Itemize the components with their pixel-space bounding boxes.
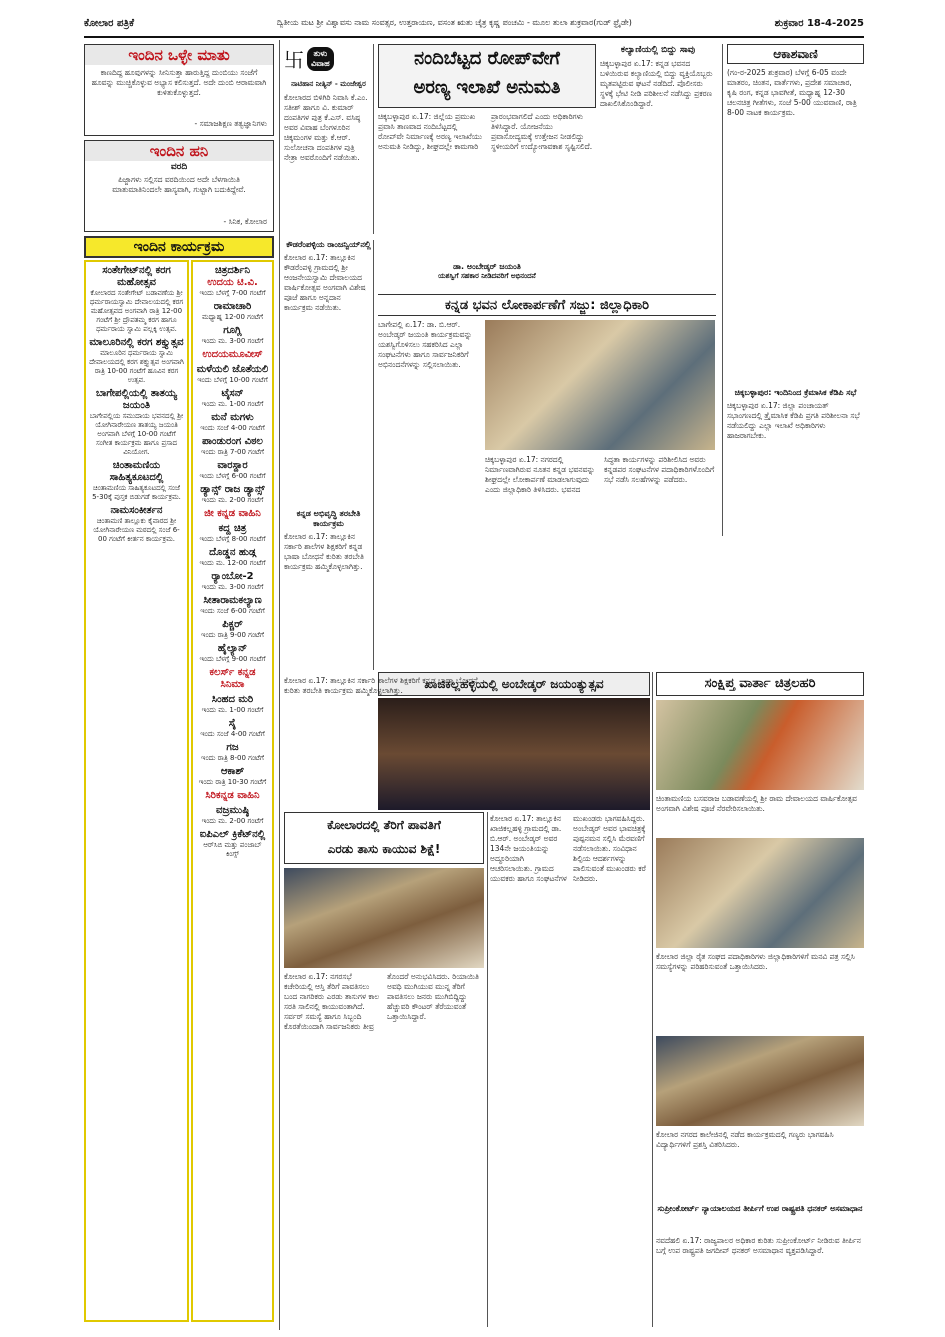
- lead-headline-2: ಅರಣ್ಯ ಇಲಾಖೆ ಅನುಮತಿ: [413, 77, 561, 98]
- divider-2: [652, 672, 653, 1327]
- radio-sub-text: ಚಿಕ್ಕಬಳ್ಳಾಪುರ ಏ.17: ಜಿಲ್ಲಾ ಪಂಚಾಯತ್ ಸಭಾಂಗಣದಲ್ಲಿ ತ್ರೈಮಾಸಿಕ ಕೆಡಿಪಿ ಪ್ರಗತಿ ಪರಿಶೀಲನಾ ಸಭೆ ನಡೆಯಲಿದ್ದು ಎಲ್ಲಾ ಇಲಾಖೆ ಅಧಿಕಾರಿಗಳು ಹಾಜರಾಗಬೇಕು.: [727, 401, 860, 440]
- program-item: [89, 265, 184, 334]
- small-story-headline: ಕಲ್ಯಾಣಿಯಲ್ಲಿ ಬಿದ್ದು ಸಾವು: [620, 45, 696, 55]
- programs-right-column: [191, 260, 274, 1322]
- mid-lower-text: ಕೋಲಾರ ಏ.17: ತಾಲ್ಲೂಕಿನ ಸರ್ಕಾರಿ ಶಾಲೆಗಳ ಶಿಕ್ಷಕರಿಗೆ ಕನ್ನಡ ಭಾಷಾ ಬೋಧನೆ ಕುರಿತು ತರಬೇತಿ ಕಾರ್ಯಕ್ರಮ ಹಮ್ಮಿಕೊಳ್ಳಲಾಗಿತ್ತು.: [284, 676, 478, 695]
- program-item: [196, 460, 269, 481]
- program-detail: ಮಧ್ಯಾಹ್ನ 12-00 ಗಂಟೆಗೆ: [201, 313, 264, 321]
- program-item: [196, 364, 269, 385]
- program-title: ಉದಯಮೂವೀಸ್: [202, 349, 263, 360]
- court-text: ನವದೆಹಲಿ ಏ.17: ರಾಜ್ಯಪಾಲರ ಅಧಿಕಾರ ಕುರಿತು ಸುಪ್ರೀಂಕೋರ್ಟ್ ನೀಡಿರುವ ತೀರ್ಪಿನ ಬಗ್ಗೆ ಉಪ ರಾಷ್ಟ್ರಪತಿ ಜಗದೀಪ್ ಧನಕರ್ ಅಸಮಾಧಾನ ವ್ಯಕ್ತಪಡಿಸಿದ್ದಾರೆ.: [656, 1236, 861, 1255]
- water-photo: [284, 868, 484, 968]
- program-title: ಚಿಂತಾಮಣಿಯ ಸಾಹಿತ್ಯಕೂಟದಲ್ಲಿ: [109, 460, 164, 483]
- program-item: [196, 388, 269, 409]
- program-detail: ಇಂದು ಮ. 3-00 ಗಂಟೆಗೆ: [201, 337, 264, 345]
- brief-caption-1: ಚಿಂತಾಮಣಿಯ ಬಸವರಾಜ ಬಡಾವಣೆಯಲ್ಲಿ ಶ್ರೀ ರಾಮ ದೇವಾಲಯದ ವಾರ್ಷಿಕೋತ್ಸವ ಅಂಗವಾಗಿ ವಿಶೇಷ ಪೂಜೆ ನೆರವೇರಿಸಲಾಯಿತು.: [656, 794, 857, 813]
- joke-text: ಪಿಜ್ಜಾಗಳು ಸಲ್ಲಿಸದ ವರದಿಯಿಂದ ಅದೇ ಬೆಳಗಾಯಿತಿ ಮಾತುಮಾತಿನಿಂದಲೇ ಹಾಸ್ಯವಾಗಿ, ಗುಟ್ಟಾಗಿ ಬದುಕಿದ್ದೇವೆ.: [112, 175, 246, 194]
- program-title: ಜೀ ಕನ್ನಡ ವಾಹಿನಿ: [204, 508, 261, 519]
- program-item: [196, 718, 269, 739]
- brief-photo-1: [656, 700, 864, 790]
- programs-left-list: [89, 265, 184, 544]
- programs-right-list: [196, 265, 269, 859]
- program-title: ಗೂಗ್ಲಿ: [223, 325, 242, 336]
- water-headline-box: [284, 812, 484, 864]
- program-title: ಟೈಸನ್: [221, 388, 244, 399]
- program-detail: ಇಂದು ಸಂಜೆ 4-00 ಗಂಟೆಗೆ: [200, 424, 265, 432]
- program-title: ನಾಮಸಂಕೀರ್ತನ: [110, 505, 163, 516]
- joke-title: ಇಂದಿನ ಹನಿ: [85, 141, 273, 161]
- quote-attribution: - ಸಮಾಜಶಿಕ್ಷಣ ತತ್ವಜ್ಞಾನಿಗಳು: [194, 119, 267, 128]
- wedding-label: [307, 47, 334, 71]
- program-item: [196, 349, 269, 361]
- program-detail: ಇಂದು ಬೆಳಗ್ಗೆ 7-00 ಗಂಟೆಗೆ: [199, 289, 266, 297]
- program-detail: ಇಂದು ಮ. 3-00 ಗಂಟೆಗೆ: [201, 583, 264, 591]
- water-headline-1: ಕೋಲಾರದಲ್ಲಿ ತೆರಿಗೆ ಪಾವತಿಗೆ: [327, 818, 441, 832]
- program-detail: ಚಿಂತಾಮಣಿ ತಾಲ್ಲೂಕು ಕೈವಾರದ ಶ್ರೀ ಯೋಗಿನಾರೇಯಣ ಮಠದಲ್ಲಿ ಸಂಜೆ 6-00 ಗಂಟೆಗೆ ಕೀರ್ತನ ಕಾರ್ಯಕ್ರಮ.: [93, 517, 180, 543]
- program-item: [196, 643, 269, 664]
- program-item: [89, 505, 184, 544]
- mid-column: [284, 240, 374, 670]
- program-item: [196, 547, 269, 568]
- program-detail: ಇಂದು ಸಂಜೆ 6-00 ಗಂಟೆಗೆ: [200, 607, 265, 615]
- program-item: [196, 742, 269, 763]
- program-item: [196, 595, 269, 616]
- programs-left-column: [84, 260, 189, 1322]
- masthead-rule: [84, 36, 864, 38]
- right-col-story: [378, 262, 596, 290]
- program-item: [196, 790, 269, 802]
- wedding-byline: ನಾಟಿಹಾನ ನೀತ್ಯಿನ್ - ಮಂಜೇಶ್ವರ: [291, 80, 366, 88]
- small-story: [600, 44, 716, 262]
- program-title: ಐಪಿಎಲ್ ಕ್ರಿಕೆಟ್‌ನಲ್ಲಿ: [199, 829, 266, 840]
- swastika-icon: 卐: [284, 48, 304, 72]
- program-detail: ಇಂದು ರಾತ್ರಿ 9-00 ಗಂಟೆಗೆ: [201, 631, 264, 639]
- program-detail: ಇಂದು ಮ. 2-00 ಗಂಟೆಗೆ: [201, 817, 264, 825]
- joke-subtitle: ವರದಿ: [170, 162, 188, 172]
- program-detail: ಮಾಲೂರಿನ ಧರ್ಮರಾಯ ಸ್ವಾಮಿ ದೇವಾಲಯದಲ್ಲಿ ಕರಗ ಶಕ್ತ್ಯುತ್ಸವ ಅಂಗವಾಗಿ ರಾತ್ರಿ 10-00 ಗಂಟೆಗೆ ಹೂವಿನ ಕರಗ ಉತ್ಸವ.: [89, 349, 184, 384]
- program-title: ಮಾಲೂರಿನಲ್ಲಿ ಕರಗ ಶಕ್ತ್ಯುತ್ಸವ: [89, 337, 184, 348]
- program-title: ಸೈ: [228, 718, 237, 729]
- brief-photo-3: [656, 1036, 864, 1126]
- program-item: [196, 571, 269, 592]
- program-detail: ಇಂದು ಬೆಳಗ್ಗೆ 10-00 ಗಂಟೆಗೆ: [197, 376, 268, 384]
- lead-story-text: ಚಿಕ್ಕಬಳ್ಳಾಪುರ ಏ.17: ಜಿಲ್ಲೆಯ ಪ್ರಮುಖ ಪ್ರವಾಸಿ ತಾಣವಾದ ನಂದಿಬೆಟ್ಟದಲ್ಲಿ ರೋಪ್‌ವೇ ನಿರ್ಮಾಣಕ್ಕೆ ಅರಣ್ಯ ಇಲಾಖೆಯು ಅನುಮತಿ ನೀಡಿದ್ದು, ಶೀಘ್ರದಲ್ಲೇ ಕಾಮಗಾರಿ ಪ್ರಾರಂಭವಾಗಲಿದೆ ಎಂದು ಅಧಿಕಾರಿಗಳು ತಿಳಿಸಿದ್ದಾರೆ. ಯೋಜನೆಯು ಪ್ರವಾಸೋದ್ಯಮಕ್ಕೆ ಉತ್ತೇಜನ ನೀಡಲಿದ್ದು ಸ್ಥಳೀಯರಿಗೆ ಉದ್ಯೋಗಾವಕಾಶ ಸೃಷ್ಟಿಸಲಿದೆ.: [378, 112, 593, 151]
- brief-photo-2: [656, 838, 864, 948]
- program-detail: ಇಂದು ಮ. 2-00 ಗಂಟೆಗೆ: [201, 496, 264, 504]
- program-title: ಗಜ: [226, 742, 239, 753]
- program-title: ಸಿರಿಕನ್ನಡ ವಾಹಿನಿ: [205, 790, 260, 801]
- program-title: ಆಕಾಶ್: [220, 766, 245, 777]
- program-title: ರ್‍ಯಾಂಬೋ-2: [211, 571, 254, 582]
- quote-box: [84, 44, 274, 136]
- programs-header: [84, 236, 274, 258]
- program-title: ಮನೆ ಮಗಳು: [211, 412, 254, 423]
- program-item: [196, 694, 269, 715]
- program-detail: ಇಂದು ರಾತ್ರಿ 8-00 ಗಂಟೆಗೆ: [201, 754, 264, 762]
- program-item: [196, 619, 269, 640]
- right-col-head: ಡಾ. ಅಂಬೇಡ್ಕರ್ ಜಯಂತಿ: [453, 262, 521, 271]
- program-title: ಕದ್ದ ಚಿತ್ರ: [218, 523, 247, 534]
- program-item: [89, 337, 184, 385]
- water-text: ಕೋಲಾರ ಏ.17: ನಗರಸಭೆ ಕಚೇರಿಯಲ್ಲಿ ಆಸ್ತಿ ತೆರಿಗೆ ಪಾವತಿಸಲು ಬಂದ ನಾಗರಿಕರು ಎರಡು ತಾಸುಗಳ ಕಾಲ ಸರತಿ ಸಾಲಿನಲ್ಲಿ ಕಾಯುವಂತಾಗಿದೆ. ಸರ್ವರ್ ಸಮಸ್ಯೆ ಹಾಗೂ ಸಿಬ್ಬಂದಿ ಕೊರತೆಯಿಂದಾಗಿ ಸಾರ್ವಜನಿಕರು ತೀವ್ರ ತೊಂದರೆ ಅನುಭವಿಸಿದರು. ರಿಯಾಯಿತಿ ಅವಧಿ ಮುಗಿಯುವ ಮುನ್ನ ತೆರಿಗೆ ಪಾವತಿಸಲು ಜನರು ಮುಗಿಬಿದ್ದಿದ್ದು ಹೆಚ್ಚುವರಿ ಕೌಂಟರ್ ತೆರೆಯುವಂತೆ ಒತ್ತಾಯಿಸಿದ್ದಾರೆ.: [284, 972, 479, 1031]
- program-detail: ಆರ್‌ಸಿಬಿ ಮತ್ತು ಪಂಜಾಬ್ ಕಿಂಗ್ಸ್: [203, 841, 262, 858]
- masthead: [84, 10, 864, 36]
- mid-text-2: ಕೋಲಾರ ಏ.17: ತಾಲ್ಲೂಕಿನ ಸರ್ಕಾರಿ ಶಾಲೆಗಳ ಶಿಕ್ಷಕರಿಗೆ ಕನ್ನಡ ಭಾಷಾ ಬೋಧನೆ ಕುರಿತು ತರಬೇತಿ ಕಾರ್ಯಕ್ರಮ ಹಮ್ಮಿಕೊಳ್ಳಲಾಗಿತ್ತು.: [284, 532, 364, 571]
- divider-1: [279, 40, 280, 1330]
- program-title: ಸೀತಾರಾಮಕಲ್ಯಾಣ: [203, 595, 262, 606]
- wedding-label-bottom: ವಿವಾಹ: [311, 58, 330, 68]
- program-title: ವಾರಸ್ದಾರ: [217, 460, 248, 471]
- program-item: [89, 460, 184, 502]
- kannada-bhavan-text: ಚಿಕ್ಕಬಳ್ಳಾಪುರ ಏ.17: ನಗರದಲ್ಲಿ ನಿರ್ಮಾಣವಾಗಿರುವ ನೂತನ ಕನ್ನಡ ಭವನವನ್ನು ಶೀಘ್ರದಲ್ಲೇ ಲೋಕಾರ್ಪಣೆ ಮಾಡಲಾಗುವುದು ಎಂದು ಜಿಲ್ಲಾಧಿಕಾರಿ ತಿಳಿಸಿದರು. ಭವನದ ಸಿದ್ಧತಾ ಕಾರ್ಯಗಳನ್ನು ಪರಿಶೀಲಿಸಿದ ಅವರು ಕನ್ನಡಪರ ಸಂಘಟನೆಗಳ ಪದಾಧಿಕಾರಿಗಳೊಂದಿಗೆ ಸಭೆ ನಡೆಸಿ ಸಲಹೆಗಳನ್ನು ಪಡೆದರು.: [485, 455, 715, 494]
- program-title: ಬಾಗೇಪಲ್ಲಿಯಲ್ಲಿ ತಾತಯ್ಯ ಜಯಂತಿ: [96, 388, 177, 411]
- program-item: [196, 412, 269, 433]
- program-detail: ಇಂದು ರಾತ್ರಿ 10-30 ಗಂಟೆಗೆ: [198, 778, 267, 786]
- mid-text-1: ಕೋಲಾರ ಏ.17: ತಾಲ್ಲೂಕಿನ ಕೌಡರೆಂಪಳ್ಳಿ ಗ್ರಾಮದಲ್ಲಿ ಶ್ರೀ ಆಂಜನೇಯಸ್ವಾಮಿ ದೇವಾಲಯದ ವಾರ್ಷಿಕೋತ್ಸವ ಅಂಗವಾಗಿ ವಿಶೇಷ ಪೂಜೆ ಹಾಗೂ ಅನ್ನದಾನ ಕಾರ್ಯಕ್ರಮ ನಡೆಯಿತು.: [284, 253, 366, 312]
- program-item: [196, 508, 269, 520]
- program-detail: ಇಂದು ಬೆಳಗ್ಗೆ 6-00 ಗಂಟೆಗೆ: [199, 472, 266, 480]
- wedding-emblem: [284, 44, 373, 73]
- mid-head-1: ಕೌಡರೆಂಪಳ್ಳಿಯ ರಾಂಜನ್ವಿಯ್‌ನಲ್ಲಿ: [286, 240, 371, 249]
- program-item: [196, 805, 269, 826]
- joke-box: [84, 140, 274, 232]
- program-title: ಪಿಕ್ಚರ್: [222, 619, 243, 630]
- small-story-text: ಚಿಕ್ಕಬಳ್ಳಾಪುರ ಏ.17: ಕನ್ನಡ ಭವನದ ಬಳಿಯಿರುವ ಕಲ್ಯಾಣಿಯಲ್ಲಿ ಬಿದ್ದು ವ್ಯಕ್ತಿಯೊಬ್ಬರು ಮೃತಪಟ್ಟಿರುವ ಘಟನೆ ನಡೆದಿದೆ. ಪೊಲೀಸರು ಸ್ಥಳಕ್ಕೆ ಭೇಟಿ ನೀಡಿ ಪರಿಶೀಲನೆ ನಡೆಸಿದ್ದು ಪ್ರಕರಣ ದಾಖಲಿಸಿಕೊಂಡಿದ್ದಾರೆ.: [600, 59, 713, 108]
- court-headline: ಸುಪ್ರೀಂಕೋರ್ಟ್ ನ್ಯಾಯಾಲಯದ ತೀರ್ಪಿಗೆ ಉಪ ರಾಷ್ಟ್ರಪತಿ ಧನಕರ್ ಅಸಮಾಧಾನ: [657, 1204, 863, 1213]
- program-channel: ಉದಯ ಟಿ.ವಿ.: [207, 277, 258, 288]
- program-detail: ಇಂದು ಮ. 1-00 ಗಂಟೆಗೆ: [201, 400, 264, 408]
- ambedkar-headline: ಖಾಜಿಕಲ್ಲಹಳ್ಳಿಯಲ್ಲಿ ಅಂಬೇಡ್ಕರ್ ಜಯಂತ್ಯುತ್ಸವ: [378, 672, 650, 696]
- radio-sub-headline: ಚಿಕ್ಕಬಳ್ಳಾಪುರ: ಇಂದಿನಿಂದ ಕ್ರೆಮಾಸಿಕ ಕೆಡಿಪಿ ಸಭೆ: [734, 388, 857, 397]
- program-detail: ಇಂದು ಬೆಳಗ್ಗೆ 9-00 ಗಂಟೆಗೆ: [199, 655, 266, 663]
- mid-head-2: ಕನ್ನಡ ಅಭಿವೃದ್ಧಿ ತರಬೇತಿ ಕಾರ್ಯಕ್ರಮ: [296, 509, 361, 528]
- program-item: [196, 301, 269, 322]
- masthead-left: ಕೋಲಾರ ಪತ್ರಿಕೆ: [84, 17, 134, 29]
- lead-headline-box: [378, 44, 596, 108]
- divider-3: [487, 812, 488, 1327]
- program-item: [196, 829, 269, 859]
- radio-title: ಆಕಾಶವಾಣಿ: [727, 44, 864, 64]
- wedding-label-top: ತುಳು: [313, 48, 328, 58]
- program-title: ಸಿಂಹದ ಮರಿ: [211, 694, 254, 705]
- program-title: ಡ್ಯಾನ್ಸ್ ರಾಜ ಡ್ಯಾನ್ಸ್: [200, 484, 265, 495]
- wedding-text: ಕೋಲಾರದ ಬಿಳಿಗಿರಿ ನಿವಾಸಿ ಕೆ.ಎಂ. ಸತೀಶ್ ಹಾಗೂ ವಿ. ಕುಮಾರ್ ದಂಪತಿಗಳ ಪುತ್ರ ಕೆ.ಎಸ್. ವಸಿಷ್ಠ ಅವರ ವಿವಾಹ ಬೆಂಗಳೂರಿನ ಚಿಕ್ಕಮಂಗಳ ಮತ್ತು ಕೆ.ಆರ್. ಸುಲೋಚನಾ ದಂಪತಿಗಳ ಪುತ್ರಿ ನೇತ್ರಾ ಅವರೊಂದಿಗೆ ನಡೆಯಿತು.: [284, 93, 368, 162]
- program-item: [196, 523, 269, 544]
- program-detail: ಇಂದು ಮ. 12-00 ಗಂಟೆಗೆ: [199, 559, 266, 567]
- program-item: [89, 388, 184, 457]
- program-detail: ಬಾಗೇಪಲ್ಲಿಯ ಸಮುದಾಯ ಭವನದಲ್ಲಿ ಶ್ರೀ ಯೋಗಿನಾರೇಯಣ ತಾತಯ್ಯ ಜಯಂತಿ ಅಂಗವಾಗಿ ಬೆಳಗ್ಗೆ 10-00 ಗಂಟೆಗೆ ಸಂಗೀತ ಕಾರ್ಯಕ್ರಮ ಹಾಗೂ ಪ್ರಸಾದ ವಿನಿಯೋಗ.: [89, 412, 184, 456]
- brief-caption-2: ಕೋಲಾರ ಜಿಲ್ಲಾ ರೈತ ಸಂಘದ ಪದಾಧಿಕಾರಿಗಳು ಜಿಲ್ಲಾಧಿಕಾರಿಗಳಿಗೆ ಮನವಿ ಪತ್ರ ಸಲ್ಲಿಸಿ ಸಮಸ್ಯೆಗಳನ್ನು ಪರಿಹರಿಸುವಂತೆ ಒತ್ತಾಯಿಸಿದರು.: [656, 952, 855, 971]
- program-item: [196, 265, 269, 298]
- quote-text: ಕಾಣದಿದ್ದ ಹೂವುಗಳನ್ನು ಸೀನಿಸುತ್ತಾ ಹಾರುತ್ತಿದ್ದ ದುಂಬಿಯು ಸಂಜೆಗೆ ಹೂವನ್ನು ಮುಚ್ಚಿಕೊಳ್ಳುವ ಅಭ್ಯಾಸ ಕಲಿಸುತ್ತದೆ. ಅದೇ ದುಂಬಿ ಆರಾಮವಾಗಿ ಕುಳಿತುಕೊಳ್ಳುತ್ತದೆ.: [91, 68, 267, 97]
- ambedkar-text: ಕೋಲಾರ ಏ.17: ತಾಲ್ಲೂಕಿನ ಖಾಜಿಕಲ್ಲಹಳ್ಳಿ ಗ್ರಾಮದಲ್ಲಿ ಡಾ. ಬಿ.ಆರ್. ಅಂಬೇಡ್ಕರ್ ಅವರ 134ನೇ ಜಯಂತಿಯನ್ನು ಅದ್ಧೂರಿಯಾಗಿ ಆಚರಿಸಲಾಯಿತು. ಗ್ರಾಮದ ಯುವಕರು ಹಾಗೂ ಸಂಘಟನೆಗಳ ಮುಖಂಡರು ಭಾಗವಹಿಸಿದ್ದರು. ಅಂಬೇಡ್ಕರ್ ಅವರ ಭಾವಚಿತ್ರಕ್ಕೆ ಪುಷ್ಪನಮನ ಸಲ್ಲಿಸಿ ಮೆರವಣಿಗೆ ನಡೆಸಲಾಯಿತು. ಸಂವಿಧಾನ ಶಿಲ್ಪಿಯ ಆದರ್ಶಗಳನ್ನು ಪಾಲಿಸುವಂತೆ ಮುಖಂಡರು ಕರೆ ನೀಡಿದರು.: [490, 814, 646, 883]
- radio-box: [722, 44, 864, 536]
- kannada-bhavan-text-left: ಬಾಗೇಪಲ್ಲಿ ಏ.17: ಡಾ. ಬಿ.ಆರ್. ಅಂಬೇಡ್ಕರ್ ಜಯಂತಿ ಕಾರ್ಯಕ್ರಮವನ್ನು ಯಶಸ್ವಿಗೊಳಿಸಲು ಸಹಕರಿಸಿದ ಎಲ್ಲಾ ಸಂಘಟನೆಗಳು ಹಾಗೂ ಸಾರ್ವಜನಿಕರಿಗೆ ಅಭಿನಂದನೆಗಳನ್ನು ಸಲ್ಲಿಸಲಾಯಿತು.: [378, 320, 473, 369]
- program-title: ಚಿತ್ರದರ್ಶಿನಿ: [214, 265, 251, 276]
- program-detail: ಇಂದು ಬೆಳಗ್ಗೆ 8-00 ಗಂಟೆಗೆ: [199, 535, 266, 543]
- water-headline-2: ಎರಡು ತಾಸು ಕಾಯುವ ಶಿಕ್ಷೆ!: [327, 842, 441, 856]
- program-title: ಹೈಲ್ಯಾನ್: [217, 643, 248, 654]
- lead-headline-1: ನಂದಿಬೆಟ್ಟದ ರೋಪ್‌ವೇಗೆ: [414, 48, 560, 69]
- program-item: [196, 667, 269, 691]
- program-detail: ಚಿಂತಾಮಣಿಯ ಸಾಹಿತ್ಯಕೂಟದಲ್ಲಿ ಸಂಜೆ 5-30ಕ್ಕೆ ಪುಸ್ತಕ ಬಿಡುಗಡೆ ಕಾರ್ಯಕ್ರಮ.: [92, 484, 181, 501]
- brief-caption-3: ಕೋಲಾರ ನಗರದ ಕಾಲೇಜಿನಲ್ಲಿ ನಡೆದ ಕಾರ್ಯಕ್ರಮದಲ್ಲಿ ಗಣ್ಯರು ಭಾಗವಹಿಸಿ ವಿದ್ಯಾರ್ಥಿಗಳಿಗೆ ಪ್ರಶಸ್ತಿ ವಿತರಿಸಿದರು.: [656, 1130, 834, 1149]
- right-col-sub: ಯಶಸ್ವಿಗೆ ಸಹಕಾರ ನೀಡಿದವರಿಗೆ ಅಭಿನಂದನೆ: [438, 272, 536, 280]
- program-title: ರಾಮಾಚಾರಿ: [213, 301, 252, 312]
- programs-title: ಇಂದಿನ ಕಾರ್ಯಕ್ರಮ: [133, 239, 225, 255]
- program-detail: ಇಂದು ರಾತ್ರಿ 7-00 ಗಂಟೆಗೆ: [201, 448, 264, 456]
- program-title: ದೊಡ್ಡನ ಹುಡ್ಗ: [209, 547, 256, 558]
- program-title: ವಜ್ರಮುಷ್ಠಿ: [215, 805, 250, 816]
- program-item: [196, 325, 269, 346]
- masthead-date: ಶುಕ್ರವಾರ 18-4-2025: [774, 17, 864, 29]
- program-item: [196, 766, 269, 787]
- radio-text: (ಗಂ-ರ-2025 ಶುಕ್ರವಾರ) ಬೆಳಗ್ಗೆ 6-05 ವಂದೇ ಮಾತರಂ, ಚಿಂತನ, ವಾರ್ತೆಗಳು, ಪ್ರದೇಶ ಸಮಾಚಾರ, ಕೃಷಿ ರಂಗ, ಕನ್ನಡ ಭಾವಗೀತೆ, ಮಧ್ಯಾಹ್ನ 12-30 ಚಲನಚಿತ್ರ ಗೀತೆಗಳು, ಸಂಜೆ 5-00 ಯುವವಾಣಿ, ರಾತ್ರಿ 8-00 ನಾಟಕ ಕಾರ್ಯಕ್ರಮ.: [727, 68, 857, 117]
- program-title: ಸಂತೇಗೇಟ್‌ನಲ್ಲಿ ಕರಗ ಮಹೋತ್ಸವ: [102, 265, 171, 288]
- program-title: ಪಾಂಡುರಂಗ ವಿಠಲ: [202, 436, 263, 447]
- masthead-center: ದ್ವಿತೀಯ ಮಟ ಶ್ರೀ ವಿಶ್ವಾವಸು ನಾಮ ಸಂವತ್ಸರ, ಉತ್ತರಾಯಣ, ವಸಂತ ಋತು ಚೈತ್ರ ಕೃಷ್ಣ ಪಂಚಮಿ - ಮೂಲ ತುಲಾ ಶುಕ್ರವಾರ(ಗುಡ್ ಫ್ರೈಡೇ): [276, 18, 632, 27]
- quote-title: ಇಂದಿನ ಒಳ್ಳೇ ಮಾತು: [85, 45, 273, 65]
- program-item: [196, 484, 269, 505]
- program-title: ಮಳೆಯಲಿ ಜೊತೆಯಲಿ: [196, 364, 269, 375]
- program-detail: ಇಂದು ಸಂಜೆ 4-00 ಗಂಟೆಗೆ: [200, 730, 265, 738]
- program-item: [196, 436, 269, 457]
- kannada-bhavan-photo: [485, 320, 715, 450]
- program-title: ಕಲರ್ಸ್ ಕನ್ನಡ ಸಿನಿಮಾ: [209, 667, 256, 690]
- brief-news-headline: ಸಂಕ್ಷಿಪ್ತ ವಾರ್ತಾ ಚಿತ್ರಲಹರಿ: [656, 672, 864, 696]
- kannada-bhavan-headline: ಕನ್ನಡ ಭವನ ಲೋಕಾರ್ಪಣೆಗೆ ಸಜ್ಜು: ಜಿಲ್ಲಾಧಿಕಾರಿ: [378, 294, 716, 316]
- program-detail: ಕೋಲಾರದ ಸಂತೇಗೇಟ್ ಬಡಾವಣೆಯ ಶ್ರೀ ಧರ್ಮರಾಯಸ್ವಾಮಿ ದೇವಾಲಯದಲ್ಲಿ ಕರಗ ಮಹೋತ್ಸವದ ಅಂಗವಾಗಿ ರಾತ್ರಿ 12-00 ಗಂಟೆಗೆ ಶ್ರೀ ದ್ರೌಪತಮ್ಮ ಕರಗ ಹಾಗೂ ಧರ್ಮರಾಯ ಸ್ವಾಮಿ ಪಲ್ಲಕ್ಕಿ ಉತ್ಸವ.: [89, 289, 184, 333]
- wedding-box: [284, 44, 374, 234]
- joke-attribution: - ಸಿನಿಕ, ಕೋಲಾರ: [223, 217, 267, 226]
- program-detail: ಇಂದು ಮ. 1-00 ಗಂಟೆಗೆ: [201, 706, 264, 714]
